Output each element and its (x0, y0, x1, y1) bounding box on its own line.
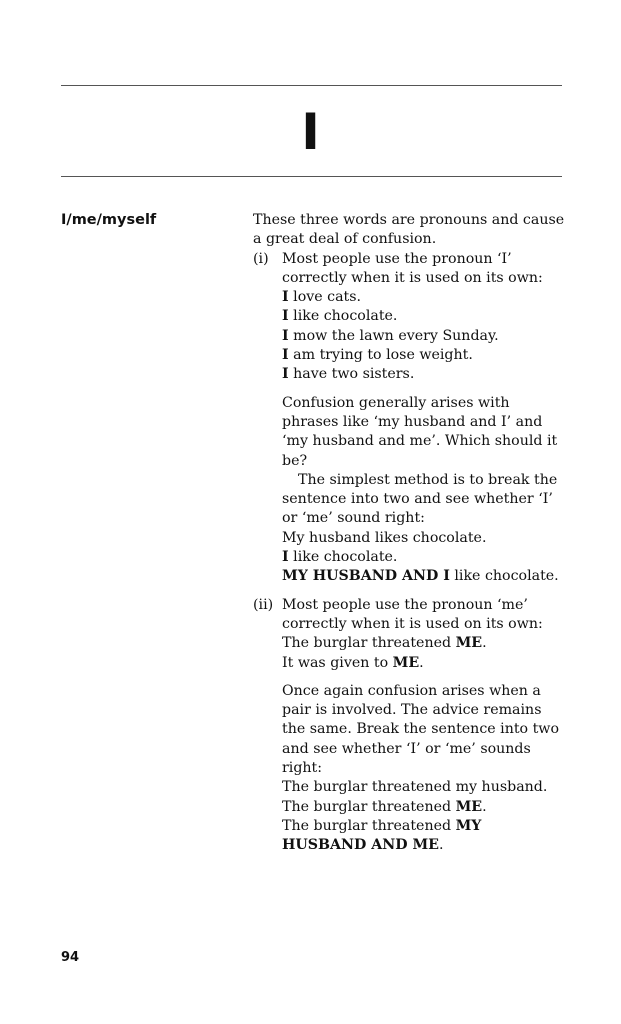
section-letter: I (301, 103, 320, 161)
headword: I/me/myself (61, 212, 157, 228)
example-line: I like chocolate. (282, 308, 398, 325)
item-i (253, 250, 565, 587)
example-line: I mow the lawn every Sunday. (282, 327, 499, 344)
example-line: The burglar threatened MY HUSBAND AND ME. (282, 817, 482, 854)
example-line: My husband likes chocolate. (282, 529, 487, 546)
item-lead: Most people use the pronoun ‘me’ correctly when it is used on its own: (282, 596, 543, 632)
top-rule (61, 85, 562, 86)
bottom-rule (61, 176, 562, 177)
explanation-paragraph: Once again confusion arises when a pair is involved. The advice remains the same. Break the sentence into two and see whether ‘I’ or ‘me’ sounds right: (282, 682, 559, 777)
example-line: I have two sisters. (282, 366, 415, 383)
example-line: I like chocolate. (282, 549, 398, 566)
item-ii (253, 596, 565, 856)
example-line: I am trying to lose weight. (282, 347, 473, 364)
example-line: MY HUSBAND AND I like chocolate. (282, 568, 559, 585)
example-line: It was given to ME. (282, 654, 424, 671)
item-number: (ii) (253, 596, 274, 613)
example-group (282, 634, 565, 673)
entry-intro: These three words are pronouns and cause a great deal of confusion. (253, 212, 565, 248)
explanation-paragraph: The simplest method is to break the sentence into two and see whether ‘I’ or ‘me’ sound right: (282, 471, 558, 527)
example-line: The burglar threatened my husband. (282, 779, 548, 796)
example-group (282, 288, 565, 384)
entry-body (253, 211, 565, 865)
example-line: I love cats. (282, 289, 362, 306)
page-number: 94 (61, 950, 80, 965)
example-line: The burglar threatened ME. (282, 798, 487, 815)
item-number: (i) (253, 250, 269, 267)
example-group (282, 529, 565, 587)
explanation-paragraph: Confusion generally arises with phrases like ‘my husband and I’ and ‘my husband and me’. Which should it be? (282, 394, 558, 469)
item-lead: Most people use the pronoun ‘I’ correctly when it is used on its own: (282, 250, 543, 286)
example-line: The burglar threatened ME. (282, 635, 487, 652)
example-group (282, 778, 565, 855)
